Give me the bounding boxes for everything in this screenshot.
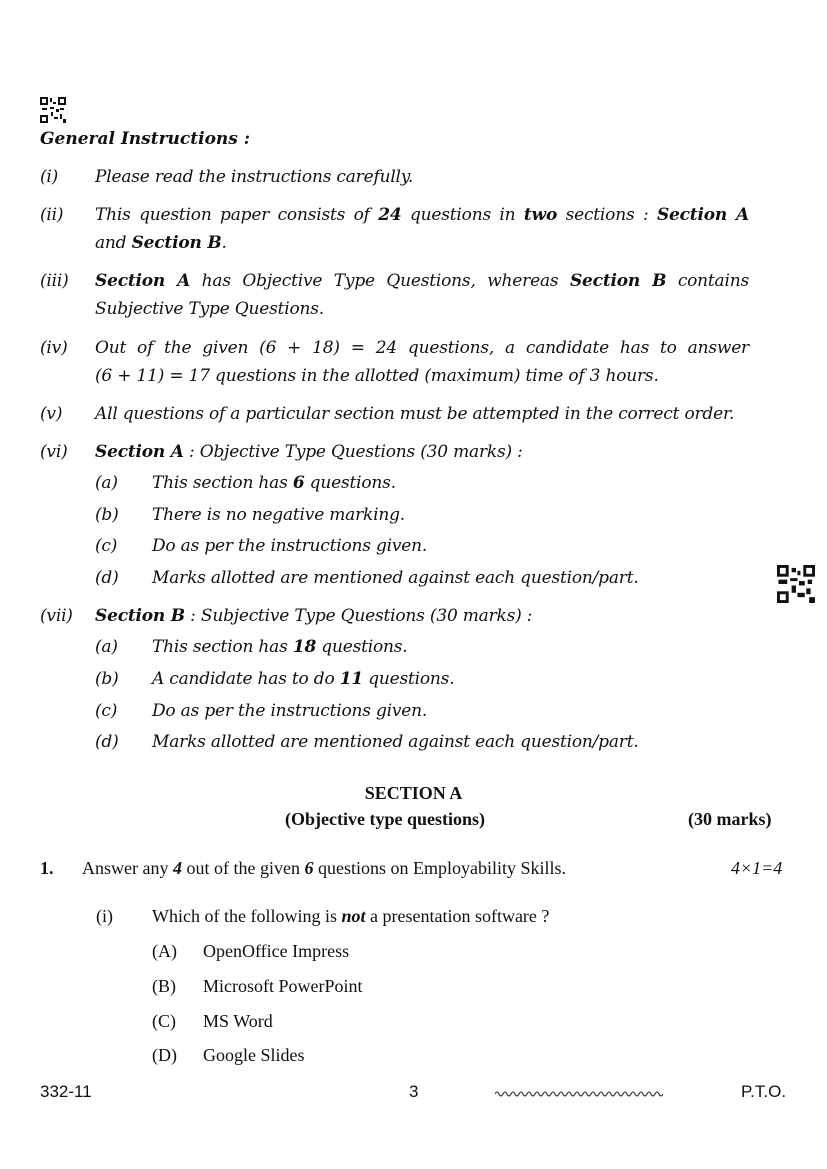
option-b-label: (B) xyxy=(152,976,176,996)
sub-instruction-label: (b) xyxy=(95,669,119,689)
instruction-text-part: questions. xyxy=(304,473,396,493)
emphasis-text: 6 xyxy=(292,473,305,493)
sub-instruction-text xyxy=(152,473,396,493)
option-b-text: Microsoft PowerPoint xyxy=(203,976,363,996)
subquestion-number: (i) xyxy=(96,906,113,926)
pto-label: P.T.O. xyxy=(741,1082,787,1101)
instruction-text-line xyxy=(95,299,324,319)
instruction-text-part: Please read the instructions carefully. xyxy=(95,167,414,187)
instruction-number: (ii) xyxy=(40,205,64,225)
qr-code-top xyxy=(40,97,66,123)
emphasis-text: Section A xyxy=(95,442,184,462)
question-marks: 4×1=4 xyxy=(731,858,783,878)
instruction-text-part: : Objective Type Questions (30 marks) : xyxy=(183,442,523,462)
sub-instruction-label: (a) xyxy=(95,637,118,657)
instruction-number: (i) xyxy=(40,167,59,187)
general-instructions-title: General Instructions : xyxy=(40,129,251,149)
emphasis-text: 24 xyxy=(378,205,402,225)
section-instruction-heading xyxy=(95,606,532,626)
instruction-text-part: contains xyxy=(666,271,749,291)
emphasis-text: 18 xyxy=(292,637,317,657)
instruction-number: (v) xyxy=(40,404,63,424)
option-c-text: MS Word xyxy=(203,1011,273,1031)
sub-instruction-text xyxy=(152,536,427,556)
subquestion-text-part: a presentation software ? xyxy=(365,906,550,926)
subquestion-emphasis: not xyxy=(341,906,366,926)
instruction-text-part: . xyxy=(221,233,227,253)
instruction-text-part: has Objective Type Questions, whereas xyxy=(190,271,570,291)
sub-instruction-text xyxy=(152,505,405,525)
instruction-text-part: This section has xyxy=(152,637,293,657)
page-number: 3 xyxy=(409,1082,419,1101)
question-text-part: questions on Employability Skills. xyxy=(313,858,566,878)
instruction-text-part: Subjective Type Questions. xyxy=(95,299,325,319)
sub-instruction-label: (c) xyxy=(95,701,118,721)
question-number-any: 4 xyxy=(172,858,182,878)
instruction-text-line xyxy=(95,233,227,253)
option-c-label: (C) xyxy=(152,1011,176,1031)
instruction-text xyxy=(95,167,413,187)
sub-instruction-text xyxy=(152,701,427,721)
sub-instruction-label: (d) xyxy=(95,568,119,588)
sub-instruction-label: (c) xyxy=(95,536,118,556)
instruction-text-part: Marks allotted are mentioned against each question/part. xyxy=(152,732,639,752)
instruction-text-part: (6 + 11) = 17 questions in the allotted (maximum) time of 3 hours. xyxy=(95,366,659,386)
option-a-text: OpenOffice Impress xyxy=(203,941,350,961)
instruction-number: (iii) xyxy=(40,271,69,291)
section-instruction-heading xyxy=(95,442,523,462)
question-number: 1. xyxy=(40,858,54,878)
emphasis-text: Section B xyxy=(569,271,667,291)
instruction-text-line xyxy=(95,271,749,291)
instruction-text-part: There is no negative marking. xyxy=(152,505,406,525)
instruction-number: (vi) xyxy=(40,442,68,462)
instruction-text-part: sections : xyxy=(557,205,657,225)
sub-instruction-text xyxy=(152,732,639,752)
instruction-text-line xyxy=(95,338,749,358)
qr-code-side xyxy=(777,565,815,603)
question-number-total: 6 xyxy=(304,858,314,878)
instruction-text-part: Out of the given (6 + 18) = 24 questions, a candidate has to answer xyxy=(95,338,749,358)
subquestion-text-part: Which of the following is xyxy=(152,906,342,926)
instruction-text xyxy=(95,404,734,424)
instruction-text-part: : Subjective Type Questions (30 marks) : xyxy=(184,606,533,626)
instruction-text-part: All questions of a particular section must be attempted in the correct order. xyxy=(95,404,735,424)
sub-instruction-label: (d) xyxy=(95,732,119,752)
emphasis-text: Section A xyxy=(656,205,749,225)
sub-instruction-text xyxy=(152,669,454,689)
sub-instruction-text xyxy=(152,637,408,657)
emphasis-text: Section B xyxy=(95,606,185,626)
instruction-text-part: This section has xyxy=(152,473,293,493)
instruction-text-part: Do as per the instructions given. xyxy=(152,536,428,556)
wavy-line-icon xyxy=(495,1084,663,1094)
question-text-part: Answer any xyxy=(82,858,173,878)
emphasis-text: Section A xyxy=(95,271,191,291)
instruction-text-part: and xyxy=(95,233,132,253)
question-text-part: out of the given xyxy=(181,858,305,878)
section-a-subtitle: (Objective type questions) xyxy=(285,809,485,829)
emphasis-text: 11 xyxy=(339,669,363,689)
subquestion-text xyxy=(152,906,549,927)
emphasis-text: two xyxy=(523,205,558,225)
instruction-text-part: questions. xyxy=(316,637,408,657)
instruction-text-part: Do as per the instructions given. xyxy=(152,701,428,721)
instruction-number: (vii) xyxy=(40,606,73,626)
question-text xyxy=(82,858,566,879)
instruction-text-line xyxy=(95,366,659,386)
instruction-text-part: A candidate has to do xyxy=(152,669,340,689)
instruction-number: (iv) xyxy=(40,338,68,358)
section-a-marks: (30 marks) xyxy=(688,809,772,829)
option-d-text: Google Slides xyxy=(203,1045,305,1065)
emphasis-text: Section B xyxy=(131,233,222,253)
sub-instruction-text xyxy=(152,568,639,588)
instruction-text-part: questions. xyxy=(363,669,455,689)
section-a-title: SECTION A xyxy=(364,783,463,803)
sub-instruction-label: (a) xyxy=(95,473,118,493)
option-a-label: (A) xyxy=(152,941,177,961)
instruction-text-part: Marks allotted are mentioned against each question/part. xyxy=(152,568,639,588)
paper-code: 332-11 xyxy=(40,1082,92,1101)
sub-instruction-label: (b) xyxy=(95,505,119,525)
option-d-label: (D) xyxy=(152,1045,177,1065)
instruction-text-line xyxy=(95,205,749,225)
instruction-text-part: questions in xyxy=(401,205,524,225)
instruction-text-part: This question paper consists of xyxy=(95,205,379,225)
